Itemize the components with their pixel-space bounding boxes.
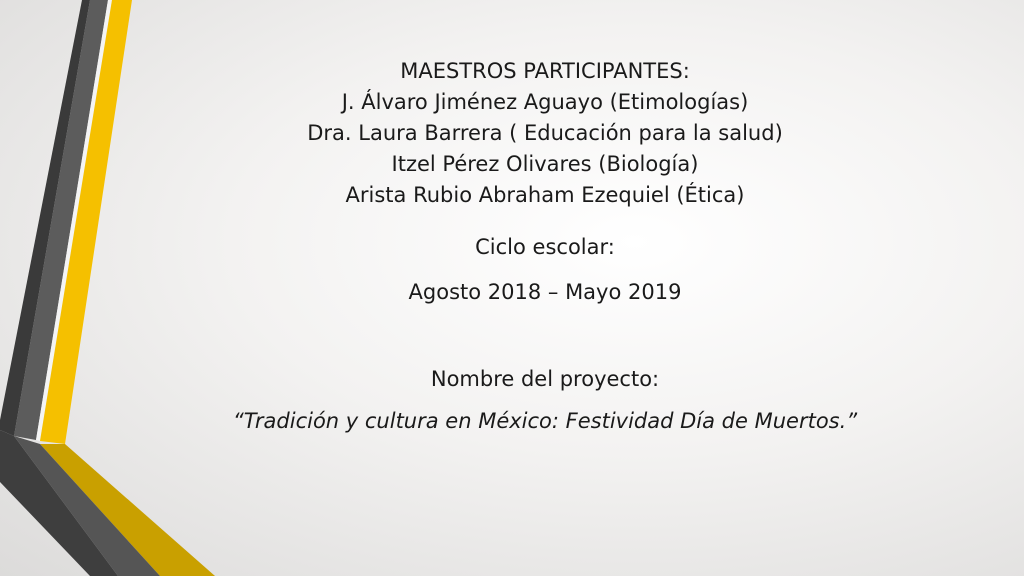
- teacher-item: J. Álvaro Jiménez Aguayo (Etimologías): [341, 90, 749, 114]
- project-label: Nombre del proyecto:: [430, 367, 660, 391]
- project-title: “Tradición y cultura en México: Festividad Día de Muertos.”: [232, 409, 858, 433]
- cycle-value: Agosto 2018 – Mayo 2019: [408, 280, 682, 304]
- teachers-heading: MAESTROS PARTICIPANTES:: [400, 59, 690, 83]
- cycle-label: Ciclo escolar:: [475, 235, 615, 259]
- teacher-item: Arista Rubio Abraham Ezequiel (Ética): [345, 183, 745, 207]
- teachers-block: [240, 56, 850, 211]
- teacher-item: Itzel Pérez Olivares (Biología): [391, 152, 699, 176]
- teacher-item: Dra. Laura Barrera ( Educación para la salud): [307, 121, 783, 145]
